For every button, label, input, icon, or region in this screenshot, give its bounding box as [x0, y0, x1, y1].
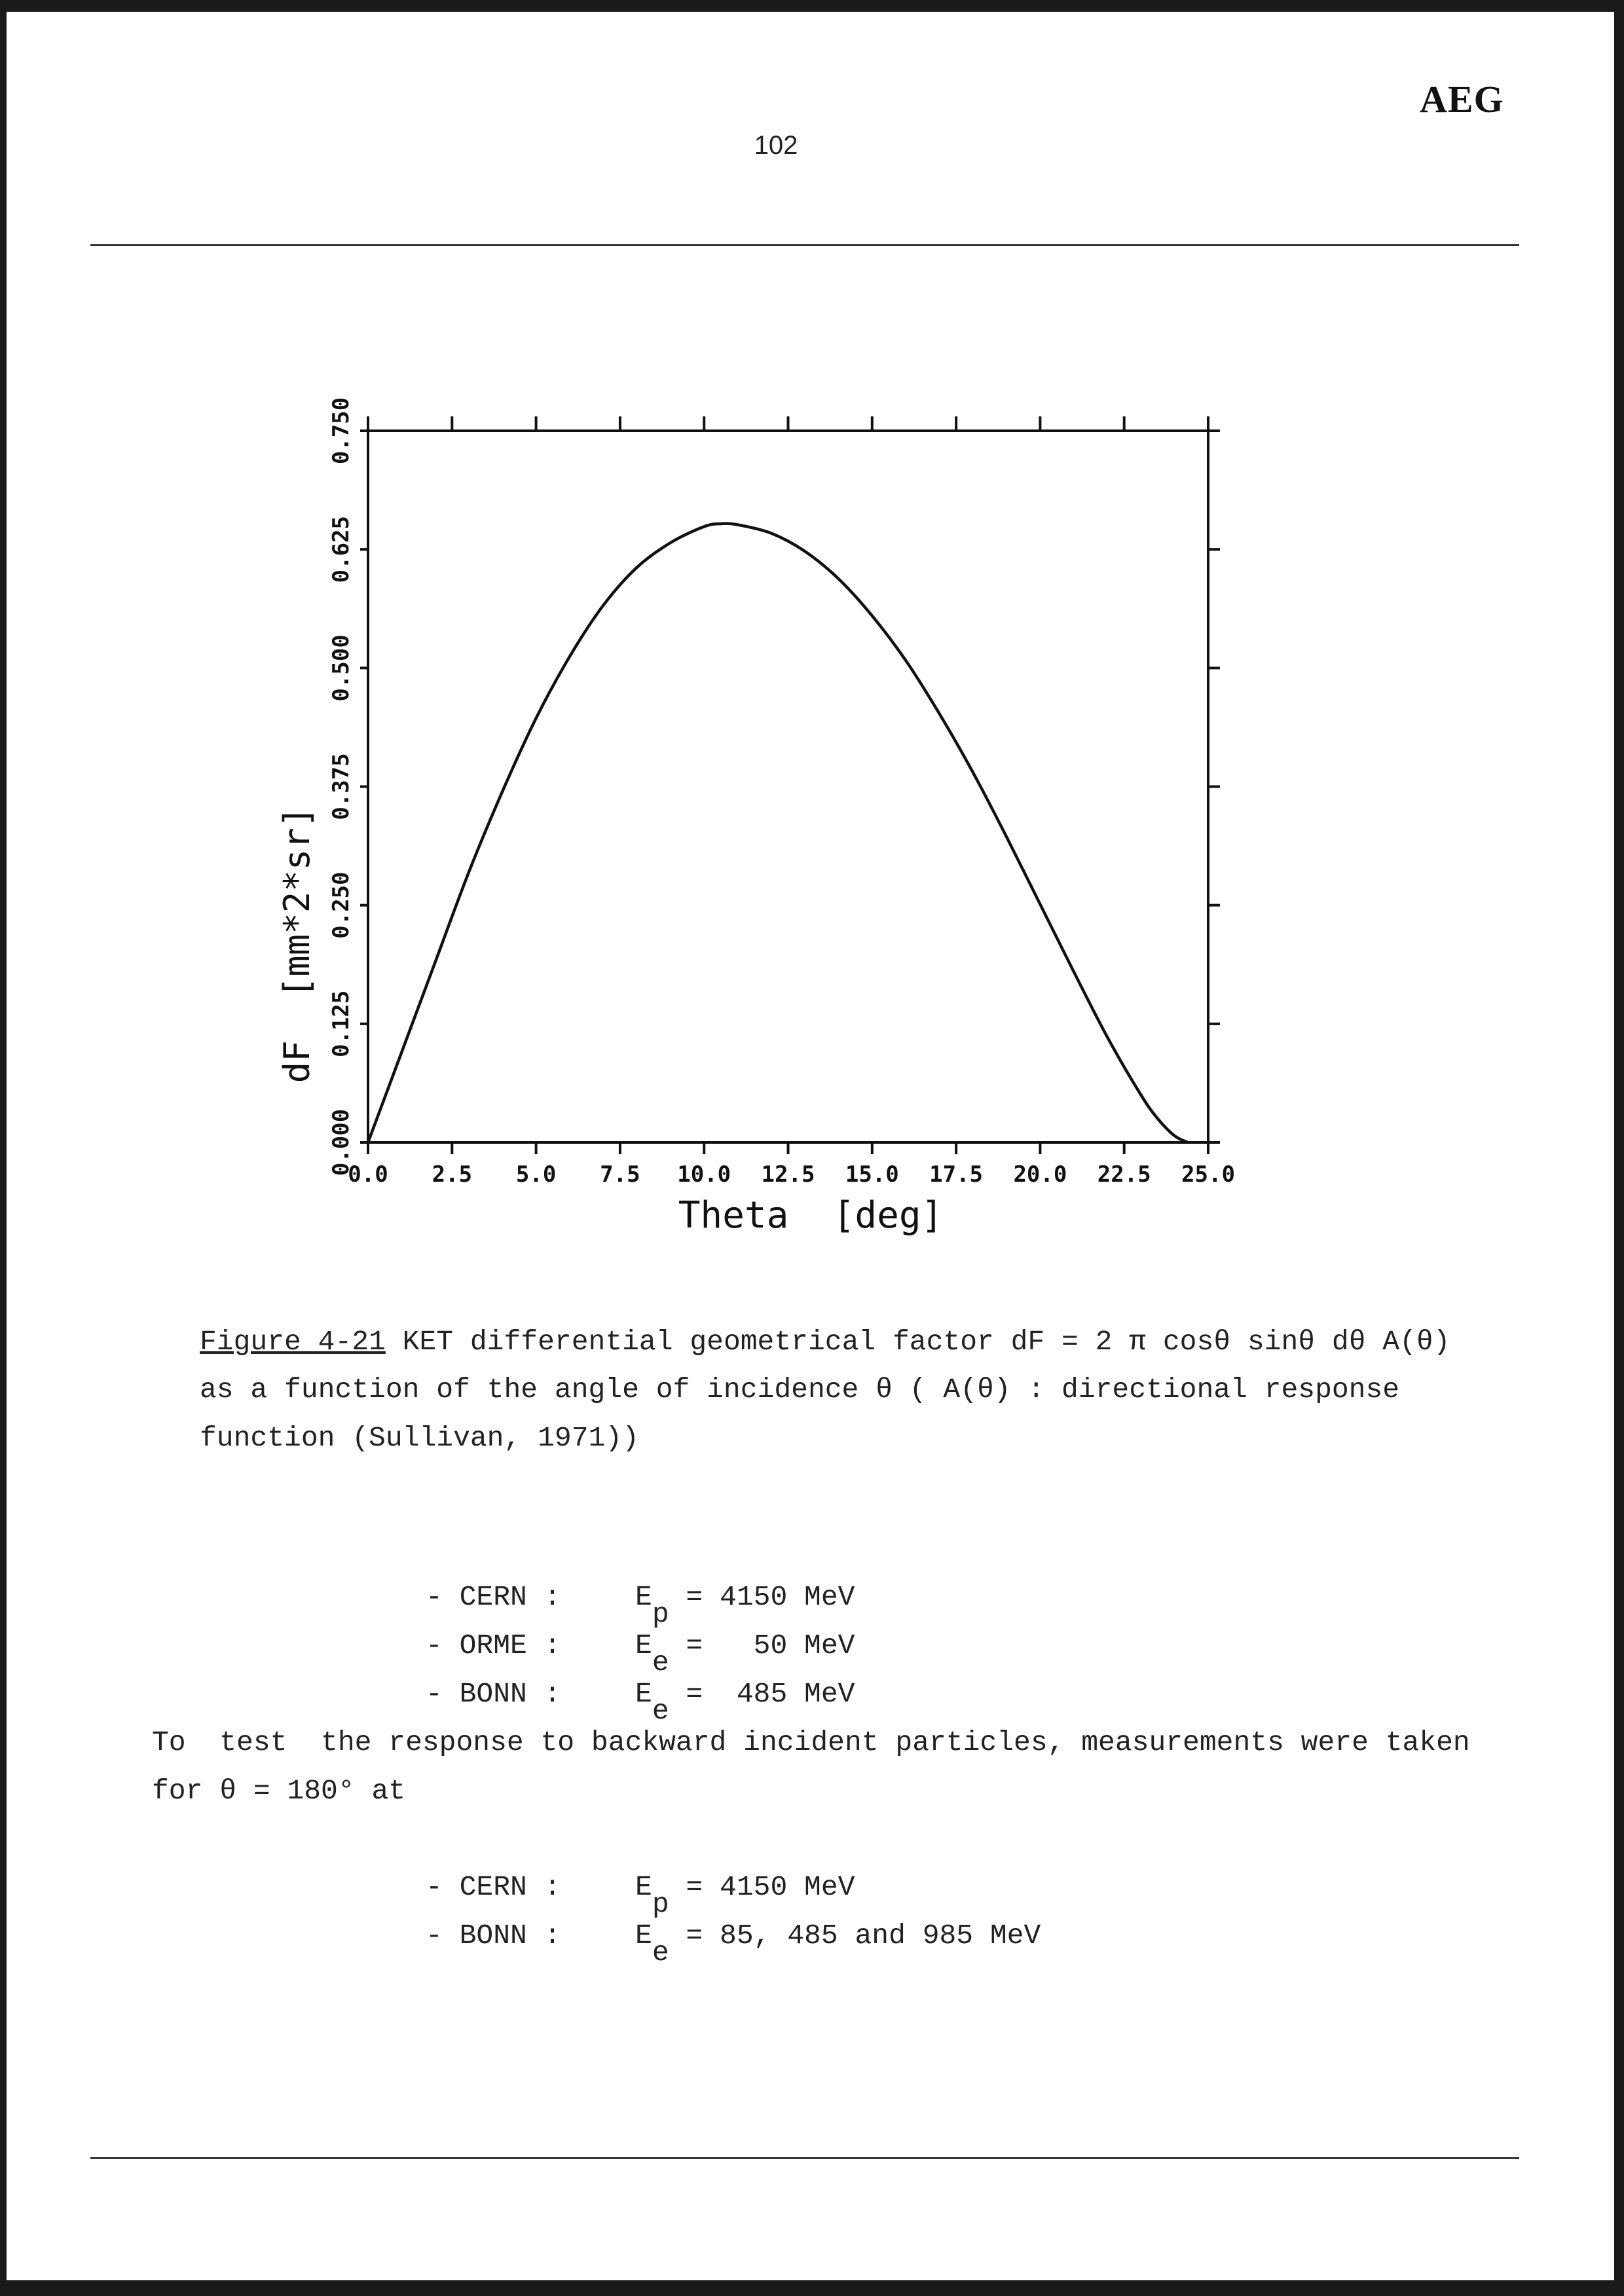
energy-value [635, 1871, 855, 1920]
figure-label: Figure 4-21 [200, 1326, 386, 1358]
document-page [7, 12, 1614, 2280]
list-item: - BONN : [426, 1920, 561, 1952]
x-axis-title: Theta [deg] [678, 1194, 944, 1237]
x-tick-labels [348, 1161, 1235, 1188]
y-tick-label: 0.000 [328, 1108, 354, 1176]
y-tick-label: 0.750 [328, 397, 354, 465]
x-tick-label: 2.5 [432, 1161, 473, 1188]
energy-value [635, 1678, 855, 1727]
energy-amount: = 4150 MeV [669, 1871, 855, 1903]
energy-subscript: p [652, 1598, 669, 1630]
caption-text-1: KET differential geometrical factor dF = 2 π cosθ sinθ dθ A(θ) [385, 1326, 1450, 1358]
x-tick-label: 17.5 [929, 1161, 984, 1188]
x-tick-label: 20.0 [1013, 1161, 1067, 1188]
y-axis-title: dF [mm*2*sr] [276, 806, 318, 1084]
x-tick-label: 22.5 [1097, 1161, 1151, 1188]
figure-caption-line-1 [200, 1328, 1450, 1356]
energy-subscript: e [652, 1695, 669, 1727]
energy-subscript: p [652, 1888, 669, 1920]
figure-caption-line-3: function (Sullivan, 1971)) [200, 1422, 639, 1454]
energy-value [635, 1920, 1041, 1969]
energy-symbol: E [635, 1920, 652, 1952]
footer-rule [90, 2157, 1519, 2159]
energy-symbol: E [635, 1581, 652, 1613]
paragraph-line-2: for θ = 180° at [152, 1775, 406, 1807]
x-tick-label: 5.0 [515, 1161, 557, 1188]
series-line [368, 524, 1188, 1142]
x-tick-label: 7.5 [600, 1161, 640, 1188]
x-tick-label: 15.0 [845, 1161, 899, 1188]
list-item: - CERN : [426, 1581, 561, 1613]
plot-border [368, 431, 1208, 1142]
line-chart [262, 378, 1244, 1256]
energy-amount: = 85, 485 and 985 MeV [669, 1920, 1041, 1952]
y-tick-label: 0.625 [328, 515, 354, 583]
x-tick-label: 25.0 [1181, 1161, 1235, 1188]
list-item: - CERN : [426, 1871, 561, 1903]
energy-value [635, 1581, 855, 1630]
energy-value [635, 1630, 855, 1679]
page-number: 102 [754, 131, 798, 160]
paragraph-line-1: To test the response to backward incident particles, measurements were taken [152, 1726, 1470, 1758]
list-item: - ORME : [426, 1630, 561, 1662]
energy-symbol: E [635, 1630, 652, 1662]
x-tick-label: 0.0 [348, 1161, 388, 1188]
energy-amount: = 4150 MeV [669, 1581, 855, 1613]
energy-amount: = 50 MeV [669, 1630, 855, 1662]
energy-symbol: E [635, 1678, 652, 1710]
energy-subscript: e [652, 1647, 669, 1679]
energy-subscript: e [652, 1937, 669, 1969]
y-tick-label: 0.500 [328, 634, 354, 702]
x-tick-label: 12.5 [761, 1161, 815, 1188]
list-item: - BONN : [426, 1678, 561, 1710]
y-tick-label: 0.125 [328, 990, 354, 1058]
energy-symbol: E [635, 1871, 652, 1903]
y-tick-label: 0.250 [328, 871, 354, 939]
y-tick-label: 0.375 [328, 753, 354, 820]
plot-frame [368, 431, 1208, 1142]
energy-amount: = 485 MeV [669, 1678, 855, 1710]
y-tick-labels [328, 397, 354, 1176]
header-rule [90, 244, 1519, 246]
figure-caption-line-2: as a function of the angle of incidence θ ( A(θ) : directional response [200, 1374, 1400, 1406]
axis-ticks [360, 416, 1220, 1154]
company-logo: AEG [1420, 78, 1504, 120]
x-tick-label: 10.0 [677, 1161, 731, 1188]
